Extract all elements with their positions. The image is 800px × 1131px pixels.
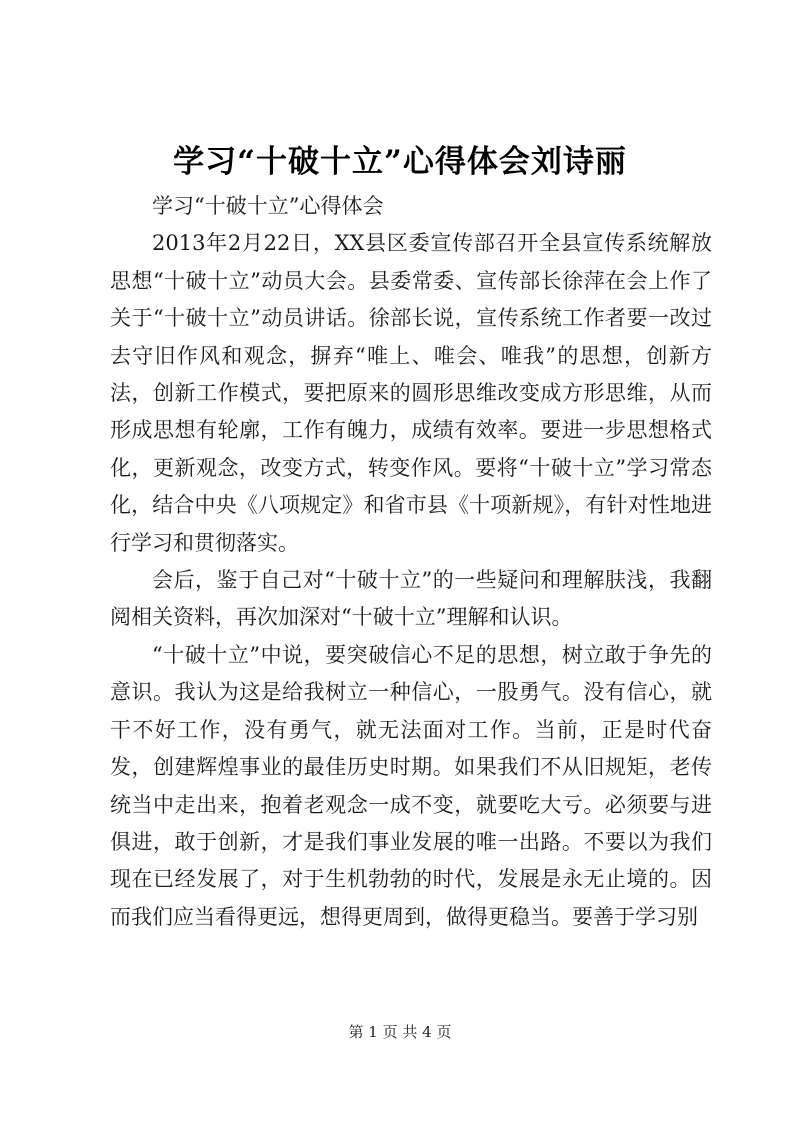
- paragraph-2: 会后，鉴于自己对“十破十立”的一些疑问和理解肤浅，我翻阅相关资料，再次加深对“十破十立”理解和认识。: [110, 568, 712, 630]
- paragraph-1: 2013年2月22日，XX县区委宣传部召开全县宣传系统解放思想“十破十立”动员大会。县委常委、宣传部长徐萍在会上作了关于“十破十立”动员讲话。徐部长说，宣传系统工作者要一改过去守旧作风和观念，摒弃“唯上、唯会、唯我”的思想，创新方法，创新工作模式，要把原来的圆形思维改变成方形思维，从而形成思想有轮廓，工作有魄力，成绩有效率。要进一步思想格式化，更新观念，改变方式，转变作风。要将“十破十立”学习常态化，结合中央《八项规定》和省市县《十项新规》，有针对性地进行学习和贯彻落实。: [110, 231, 712, 555]
- paragraph-3: “十破十立”中说，要突破信心不足的思想，树立敢于争先的意识。我认为这是给我树立一种信心，一股勇气。没有信心，就干不好工作，没有勇气，就无法面对工作。当前，正是时代奋发，创建辉煌事业的最佳历史时期。如果我们不从旧规矩，老传统当中走出来，抱着老观念一成不变，就要吃大亏。必须要与进俱进，敢于创新，才是我们事业发展的唯一出路。不要以为我们现在已经发展了，对于生机勃勃的时代，发展是永无止境的。因而我们应当看得更远，想得更周到，做得更稳当。要善于学习别: [110, 642, 712, 929]
- document-body: [110, 188, 712, 936]
- document-title: 学习“十破十立”心得体会刘诗丽: [173, 144, 627, 180]
- document-subtitle: 学习“十破十立”心得体会: [152, 194, 384, 218]
- page-number-footer: 第 1 页 共 4 页: [348, 1023, 452, 1041]
